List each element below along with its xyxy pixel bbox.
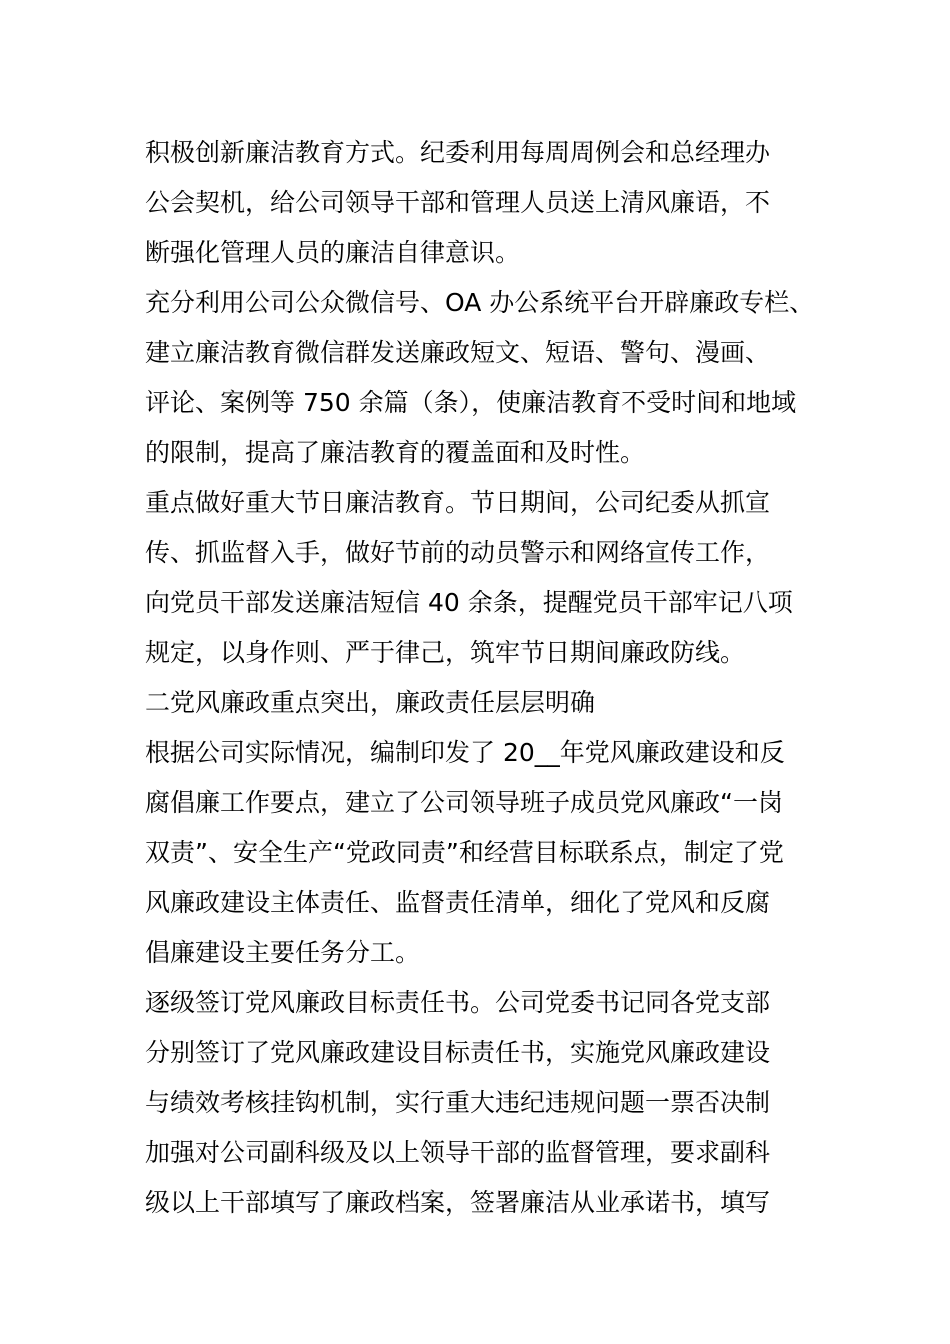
text-line: 双责”、安全生产“党政同责”和经营目标联系点，制定了党 — [145, 838, 784, 867]
text-line: 断强化管理人员的廉洁自律意识。 — [145, 238, 521, 267]
text-line: 传、抓监督入手，做好节前的动员警示和网络宣传工作， — [145, 538, 771, 567]
text-line: 级以上干部填写了廉政档案，签署廉洁从业承诺书，填写 — [145, 1188, 771, 1217]
text-line: 与绩效考核挂钩机制，实行重大违纪违规问题一票否决制 — [145, 1088, 771, 1117]
text-line: 评论、案例等 750 余篇（条），使廉洁教育不受时间和地域 — [145, 388, 797, 417]
text-line: 公会契机，给公司领导干部和管理人员送上清风廉语，不 — [145, 188, 771, 217]
document-body — [145, 128, 825, 1228]
text-line: 根据公司实际情况，编制印发了 20__年党风廉政建设和反 — [145, 738, 785, 767]
text-line: 逐级签订党风廉政目标责任书。公司党委书记同各党支部 — [145, 988, 771, 1017]
text-line: 加强对公司副科级及以上领导干部的监督管理，要求副科 — [145, 1138, 771, 1167]
text-line: 积极创新廉洁教育方式。纪委利用每周周例会和总经理办 — [145, 138, 771, 167]
text-line: 腐倡廉工作要点，建立了公司领导班子成员党风廉政“一岗 — [145, 788, 783, 817]
text-line: 重点做好重大节日廉洁教育。节日期间，公司纪委从抓宣 — [145, 488, 771, 517]
text-line: 的限制，提高了廉洁教育的覆盖面和及时性。 — [145, 438, 646, 467]
text-line: 倡廉建设主要任务分工。 — [145, 938, 421, 967]
section-heading: 二党风廉政重点突出，廉政责任层层明确 — [145, 688, 596, 717]
text-line: 分别签订了党风廉政建设目标责任书，实施党风廉政建设 — [145, 1038, 771, 1067]
text-line: 向党员干部发送廉洁短信 40 余条，提醒党员干部牢记八项 — [145, 588, 793, 617]
text-line: 规定，以身作则、严于律己，筑牢节日期间廉政防线。 — [145, 638, 746, 667]
text-line: 建立廉洁教育微信群发送廉政短文、短语、警句、漫画、 — [145, 338, 771, 367]
text-line: 风廉政建设主体责任、监督责任清单，细化了党风和反腐 — [145, 888, 771, 917]
text-line: 充分利用公司公众微信号、OA 办公系统平台开辟廉政专栏、 — [145, 288, 815, 317]
